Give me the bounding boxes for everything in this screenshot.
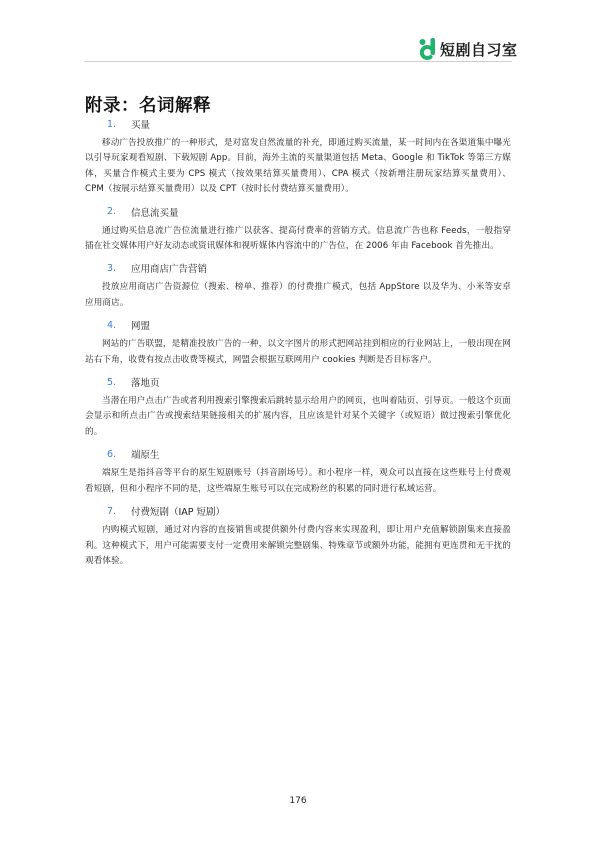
item-definition: 端原生是指抖音等平台的原生短剧账号（抖音剧场号）。和小程序一样，观众可以直接在这些账号上付费观看短剧，但和小程序不同的是，这些端原生账号可以在完成粉丝的积累的同时进行私域运营。 (85, 468, 511, 494)
logo-icon (418, 37, 438, 61)
item-definition: 当潜在用户点击广告或者利用搜索引擎搜索后跳转显示给用户的网页，也叫着陆页、引导页。一般这个页面会显示和所点击广告或搜索结果链接相关的扩展内容，且应该是针对某个关键字（或短语）做过搜索引擎优化的。 (85, 396, 511, 437)
item-heading (85, 446, 511, 462)
glossary-list (85, 116, 511, 575)
item-heading (85, 260, 511, 276)
item-number: 2. (107, 206, 117, 218)
item-term: 信息流买量 (131, 207, 179, 219)
item-definition: 移动广告投放推广的一种形式，是对富发自然流量的补充，即通过购买流量，某一时间内在各渠道集中曝光以引导玩家观看短剧、下载短剧 App。目前，海外主流的买量渠道包括 Meta、Google 和 TikTok 等第三方媒体，买量合作模式主要为 CPS 模式（按效果结算买量费用）、CPA 模式（按新增注册玩家结算买量费用）、CPM（按展示结算买量费用）以及 CPT（按时长付费结算买量费用）。 (85, 138, 511, 195)
item-heading (85, 204, 511, 220)
header-divider (84, 61, 512, 62)
item-number: 4. (107, 319, 117, 331)
item-definition: 内购模式短剧，通过对内容的直接销售或提供额外付费内容来实现盈利，即让用户充值解锁剧集来直接盈利。这种模式下，用户可能需要支付一定费用来解锁完整剧集、特殊章节或额外功能，能拥有更连贯和无干扰的观看体验。 (85, 525, 511, 566)
item-definition: 通过购买信息流广告位流量进行推广以获客、提高付费率的营销方式。信息流广告也称 Feeds，一般指穿插在社交媒体用户好友动态或资讯媒体和视听媒体内容流中的广告位，在 2006 年由 Facebook 首先推出。 (85, 225, 511, 252)
item-number: 3. (107, 262, 117, 274)
item-heading (85, 503, 511, 519)
item-term: 网盟 (131, 321, 151, 333)
item-number: 1. (107, 118, 117, 130)
item-term: 落地页 (131, 378, 160, 390)
page-number: 176 (289, 796, 307, 806)
item-heading (85, 317, 511, 333)
item-number: 6. (107, 448, 117, 460)
item-heading (85, 374, 511, 390)
glossary-item (85, 317, 511, 368)
item-number: 5. (107, 376, 117, 388)
item-term: 端原生 (131, 450, 160, 462)
item-term: 付费短剧（IAP 短剧） (131, 507, 226, 519)
item-heading (85, 116, 511, 132)
logo-text: 短剧自习室 (440, 40, 518, 59)
item-number: 7. (107, 505, 117, 517)
item-definition: 网站的广告联盟，是精准投放广告的一种，以文字图片的形式把网站挂到相应的行业网站上，一般出现在网站右下角，收费有按点击收费等模式，网盟会根据互联网用户 cookies 判断是否目标客户。 (85, 339, 511, 365)
glossary-item (85, 446, 511, 497)
glossary-item (85, 503, 511, 569)
item-definition: 投放应用商店广告资源位（搜索、榜单、推荐）的付费推广模式，包括 AppStore 以及华为、小米等安卓应用商店。 (85, 282, 511, 308)
brand-logo (418, 37, 518, 61)
item-term: 买量 (131, 120, 151, 131)
item-term: 应用商店广告营销 (131, 264, 208, 276)
glossary-item (85, 374, 511, 440)
glossary-item (85, 260, 511, 311)
glossary-item (85, 116, 511, 198)
page-title: 附录：名词解释 (85, 96, 211, 116)
glossary-item (85, 204, 511, 255)
